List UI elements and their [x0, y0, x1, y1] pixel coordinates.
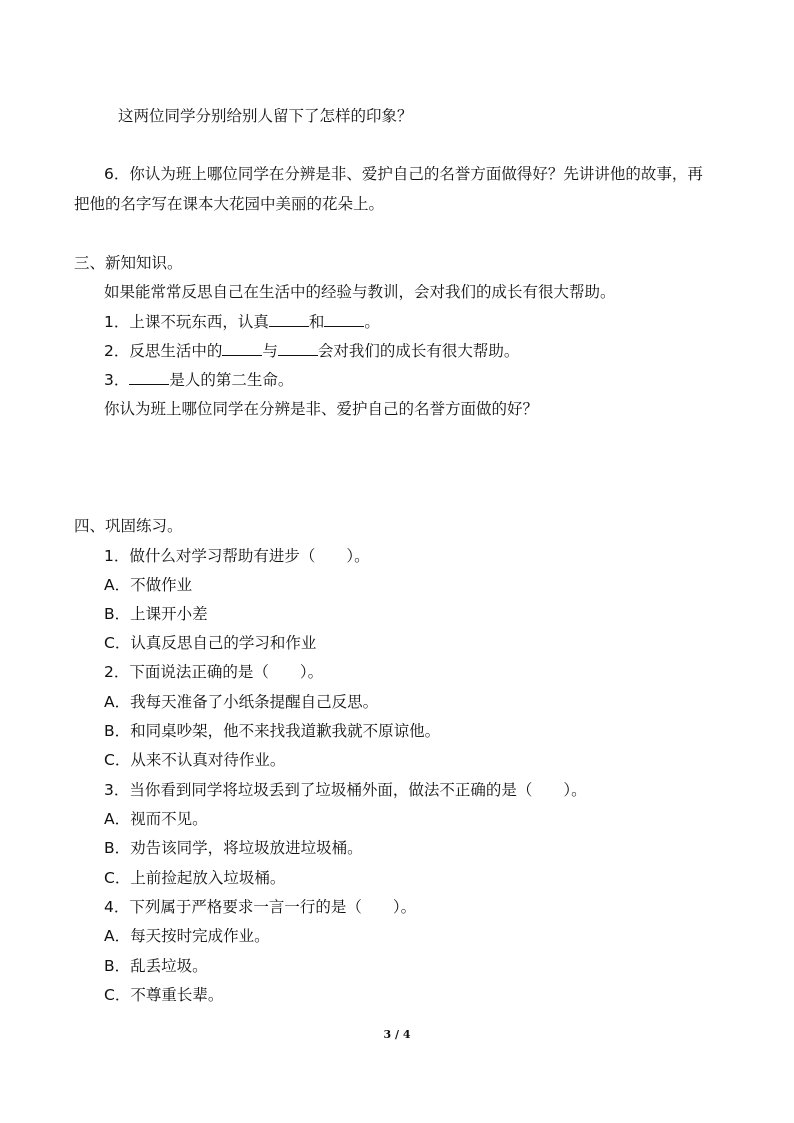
question-4: 4．下列属于严格要求一言一行的是（ ）。 — [104, 898, 417, 916]
section-3-heading: 三、新知知识。 — [74, 254, 183, 272]
fill-blank — [222, 341, 262, 356]
item-text: 1．上课不玩东西，认真 — [104, 313, 269, 331]
section-3-item-3 — [104, 370, 293, 390]
question-1: 1．做什么对学习帮助有进步（ ）。 — [104, 547, 370, 565]
question-1-option-b: B．上课开小差 — [104, 605, 208, 623]
q5-tail-line: 这两位同学分别给别人留下了怎样的印象？ — [118, 107, 413, 125]
question-2-option-b: B．和同桌吵架，他不来找我道歉我就不原谅他。 — [104, 722, 441, 740]
fill-blank — [278, 341, 318, 356]
question-2: 2．下面说法正确的是（ ）。 — [104, 663, 324, 681]
question-3: 3．当你看到同学将垃圾丢到了垃圾桶外面，做法不正确的是（ ）。 — [104, 781, 587, 799]
question-2-option-a: A．我每天准备了小纸条提醒自己反思。 — [104, 693, 379, 711]
item-text: 2．反思生活中的 — [104, 342, 223, 360]
section-3-intro: 如果能常常反思自己在生活中的经验与教训，会对我们的成长有很大帮助。 — [104, 283, 616, 301]
question-4-option-c: C．不尊重长辈。 — [104, 986, 224, 1004]
question-1-option-c: C．认真反思自己的学习和作业 — [104, 634, 317, 652]
fill-blank — [324, 312, 364, 327]
fill-blank — [129, 370, 169, 385]
question-3-option-c: C．上前捡起放入垃圾桶。 — [104, 869, 286, 887]
section-4-heading: 四、巩固练习。 — [74, 517, 183, 535]
fill-blank — [269, 312, 309, 327]
q6-line-1: 6．你认为班上哪位同学在分辨是非、爱护自己的名誉方面做得好？先讲讲他的故事，再 — [104, 165, 703, 183]
q6-line-2: 把他的名字写在课本大花园中美丽的花朵上。 — [74, 195, 385, 213]
question-3-option-a: A．视而不见。 — [104, 810, 208, 828]
item-text: 。 — [364, 313, 380, 331]
page-number: 3 / 4 — [383, 1028, 411, 1041]
section-3-question: 你认为班上哪位同学在分辨是非、爱护自己的名誉方面做的好？ — [104, 400, 539, 418]
item-text: 与 — [262, 342, 278, 360]
item-text: 3． — [104, 371, 130, 389]
item-text: 会对我们的成长有很大帮助。 — [317, 342, 520, 360]
item-text: 和 — [308, 313, 325, 331]
question-3-option-b: B．劝告该同学，将垃圾放进垃圾桶。 — [104, 839, 363, 857]
question-4-option-b: B．乱丢垃圾。 — [104, 957, 208, 975]
question-1-option-a: A．不做作业 — [104, 576, 193, 594]
section-3-item-1 — [104, 312, 380, 332]
question-2-option-c: C．从来不认真对待作业。 — [104, 751, 286, 769]
question-4-option-a: A．每天按时完成作业。 — [104, 927, 270, 945]
item-text: 是人的第二生命。 — [169, 371, 294, 389]
section-3-item-2 — [104, 341, 519, 361]
